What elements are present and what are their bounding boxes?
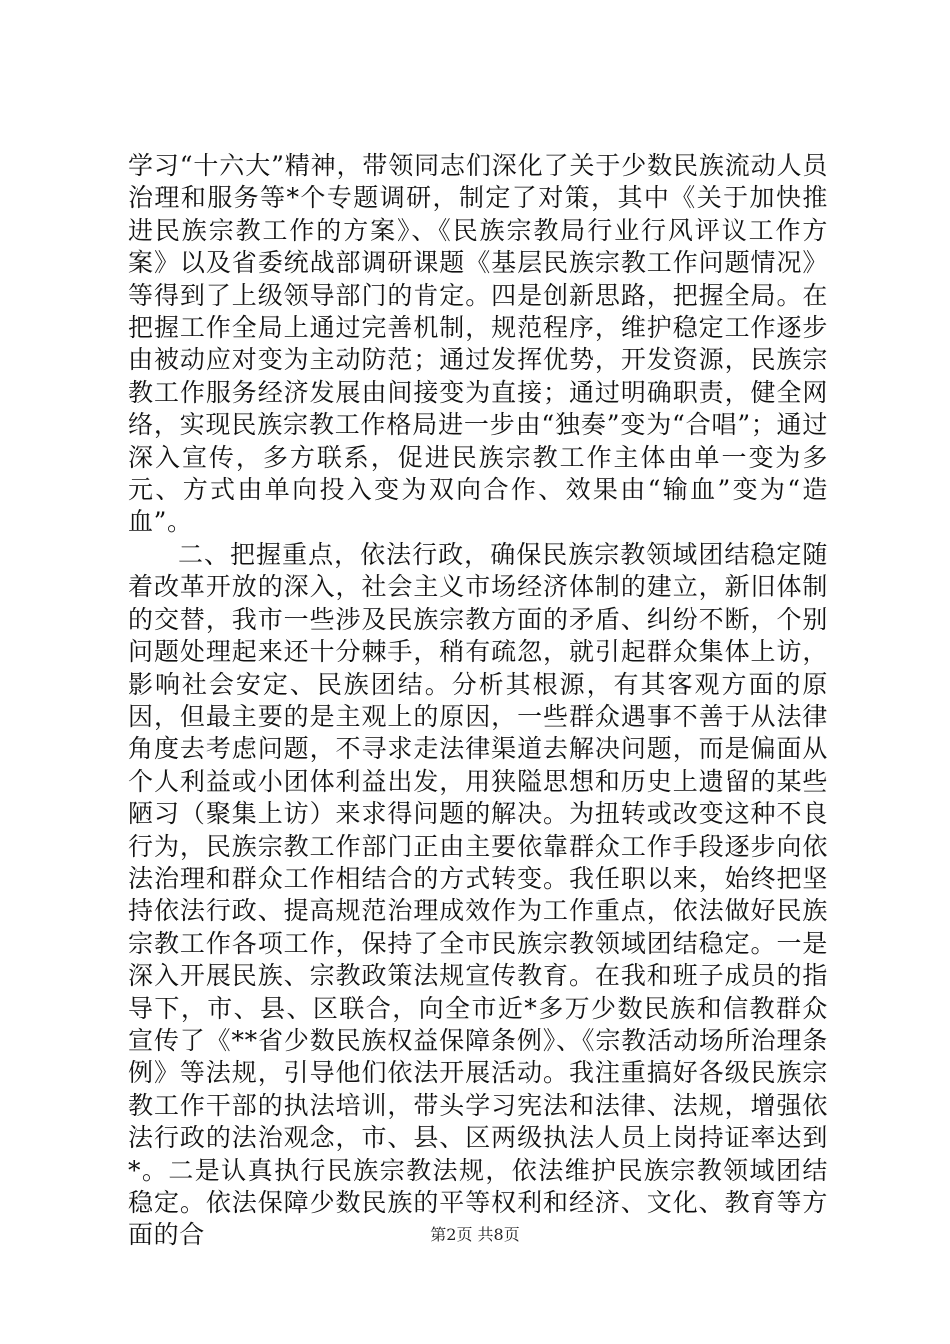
paragraph-section-two: 二、把握重点，依法行政，确保民族宗教领域团结稳定随着改革开放的深入，社会主义市场经济体制的建立，新旧体制的交替，我市一些涉及民族宗教方面的矛盾、纠纷不断，个别问题处理起来还十分棘手，稍有疏忽，就引起群众集体上访，影响社会安定、民族团结。分析其根源，有其客观方面的原因，但最主要的是主观上的原因，一些群众遇事不善于从法律角度去考虑问题，不寻求走法律渠道去解决问题，而是偏面从个人利益或小团体利益出发，用狭隘思想和历史上遗留的某些陋习（聚集上访）来求得问题的解决。为扭转或改变这种不良行为，民族宗教工作部门正由主要依靠群众工作手段逐步向依法治理和群众工作相结合的方式转变。我任职以来，始终把坚持依法行政、提高规范治理成效作为工作重点，依法做好民族宗教工作各项工作，保持了全市民族宗教领域团结稳定。一是深入开展民族、宗教政策法规宣传教育。在我和班子成员的指导下，市、县、区联合，向全市近*多万少数民族和信教群众宣传了《**省少数民族权益保障条例》、《宗教活动场所治理条例》等法规，引导他们依法开展活动。我注重搞好各级民族宗教工作干部的执法培训，带头学习宪法和法律、法规，增强依法行政的法治观念，市、县、区两级执法人员上岗持证率达到*。二是认真执行民族宗教法规，依法维护民族宗教领域团结稳定。依法保障少数民族的平等权利和经济、文化、教育等方面的合 xyxy=(128,539,828,1250)
body-text xyxy=(128,150,828,1252)
page-footer: 第2页 共8页 xyxy=(430,1225,520,1244)
paragraph-continued: 学习“十六大”精神，带领同志们深化了关于少数民族流动人员治理和服务等*个专题调研，制定了对策，其中《关于加快推进民族宗教工作的方案》、《民族宗教局行业行风评议工作方案》以及省委统战部调研课题《基层民族宗教工作问题情况》等得到了上级领导部门的肯定。四是创新思路，把握全局。在把握工作全局上通过完善机制，规范程序，维护稳定工作逐步由被动应对变为主动防范；通过发挥优势，开发资源，民族宗教工作服务经济发展由间接变为直接；通过明确职责，健全网络，实现民族宗教工作格局进一步由“独奏”变为“合唱”；通过深入宣传，多方联系，促进民族宗教工作主体由单一变为多元、方式由单向投入变为双向合作、效果由“输血”变为“造血”。 xyxy=(128,151,828,537)
